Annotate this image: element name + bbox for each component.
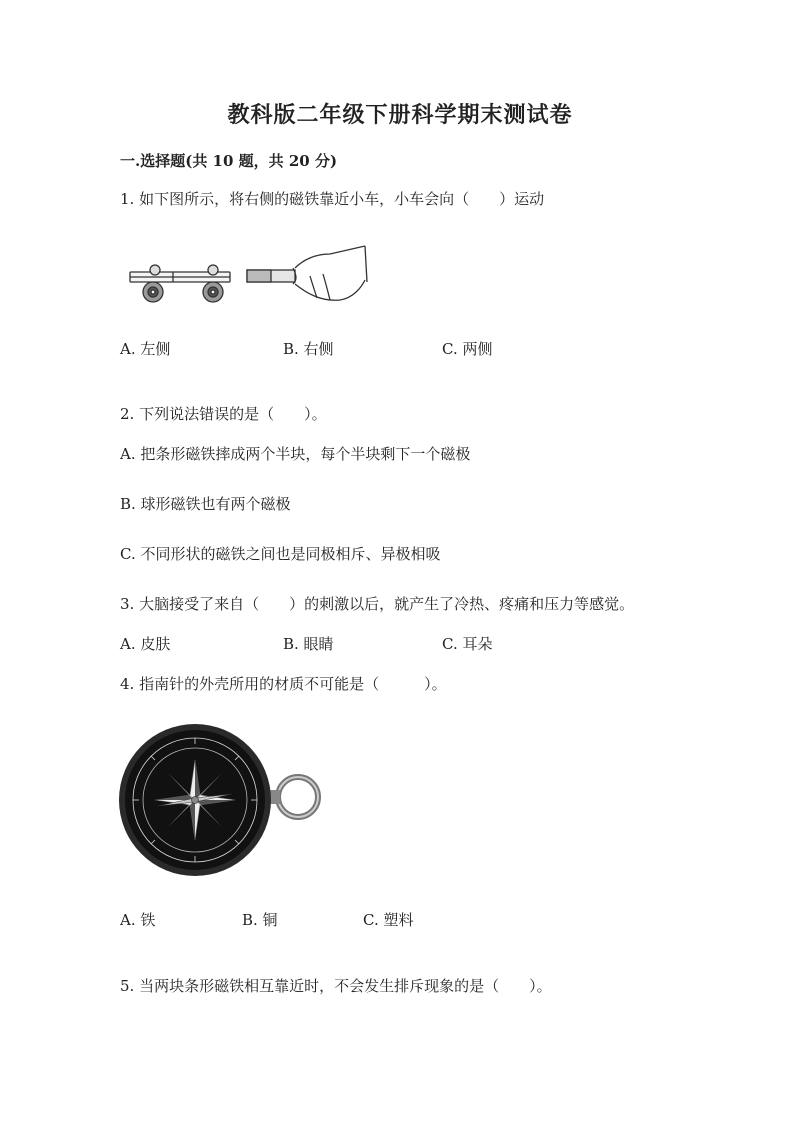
hand-holding-magnet-image [247,246,367,300]
question-4-stem: 4. 指南针的外壳所用的材质不可能是（ ）。 [120,675,447,693]
question-4-option-b[interactable]: B. 铜 [242,911,278,929]
toy-car-image [130,265,230,302]
question-1-option-b[interactable]: B. 右侧 [283,340,334,358]
question-2-option-c[interactable]: C. 不同形状的磁铁之间也是同极相斥、异极相吸 [120,545,441,563]
question-2-stem: 2. 下列说法错误的是（ ）。 [120,405,327,423]
toy-car-magnet-figure [125,240,370,310]
question-2-option-a[interactable]: A. 把条形磁铁摔成两个半块，每个半块剩下一个磁极 [120,445,471,463]
section-heading: 一.选择题(共 10 题，共 20 分) [120,152,338,170]
question-3-option-c[interactable]: C. 耳朵 [442,635,493,653]
question-1-option-a[interactable]: A. 左侧 [120,340,171,358]
question-1-option-c[interactable]: C. 两侧 [442,340,493,358]
question-5-stem: 5. 当两块条形磁铁相互靠近时，不会发生排斥现象的是（ ）。 [120,977,552,995]
question-4-option-a[interactable]: A. 铁 [120,911,156,929]
question-3-option-b[interactable]: B. 眼睛 [283,635,334,653]
page-title: 教科版二年级下册科学期末测试卷 [227,102,573,128]
compass-figure [118,722,328,878]
question-2-option-b[interactable]: B. 球形磁铁也有两个磁极 [120,495,291,513]
compass-image [119,724,318,876]
question-1-stem: 1. 如下图所示，将右侧的磁铁靠近小车，小车会向（ ）运动 [120,190,545,208]
question-3-stem: 3. 大脑接受了来自（ ）的刺激以后，就产生了冷热、疼痛和压力等感觉。 [120,595,635,613]
question-3-option-a[interactable]: A. 皮肤 [120,635,171,653]
question-4-option-c[interactable]: C. 塑料 [363,911,414,929]
